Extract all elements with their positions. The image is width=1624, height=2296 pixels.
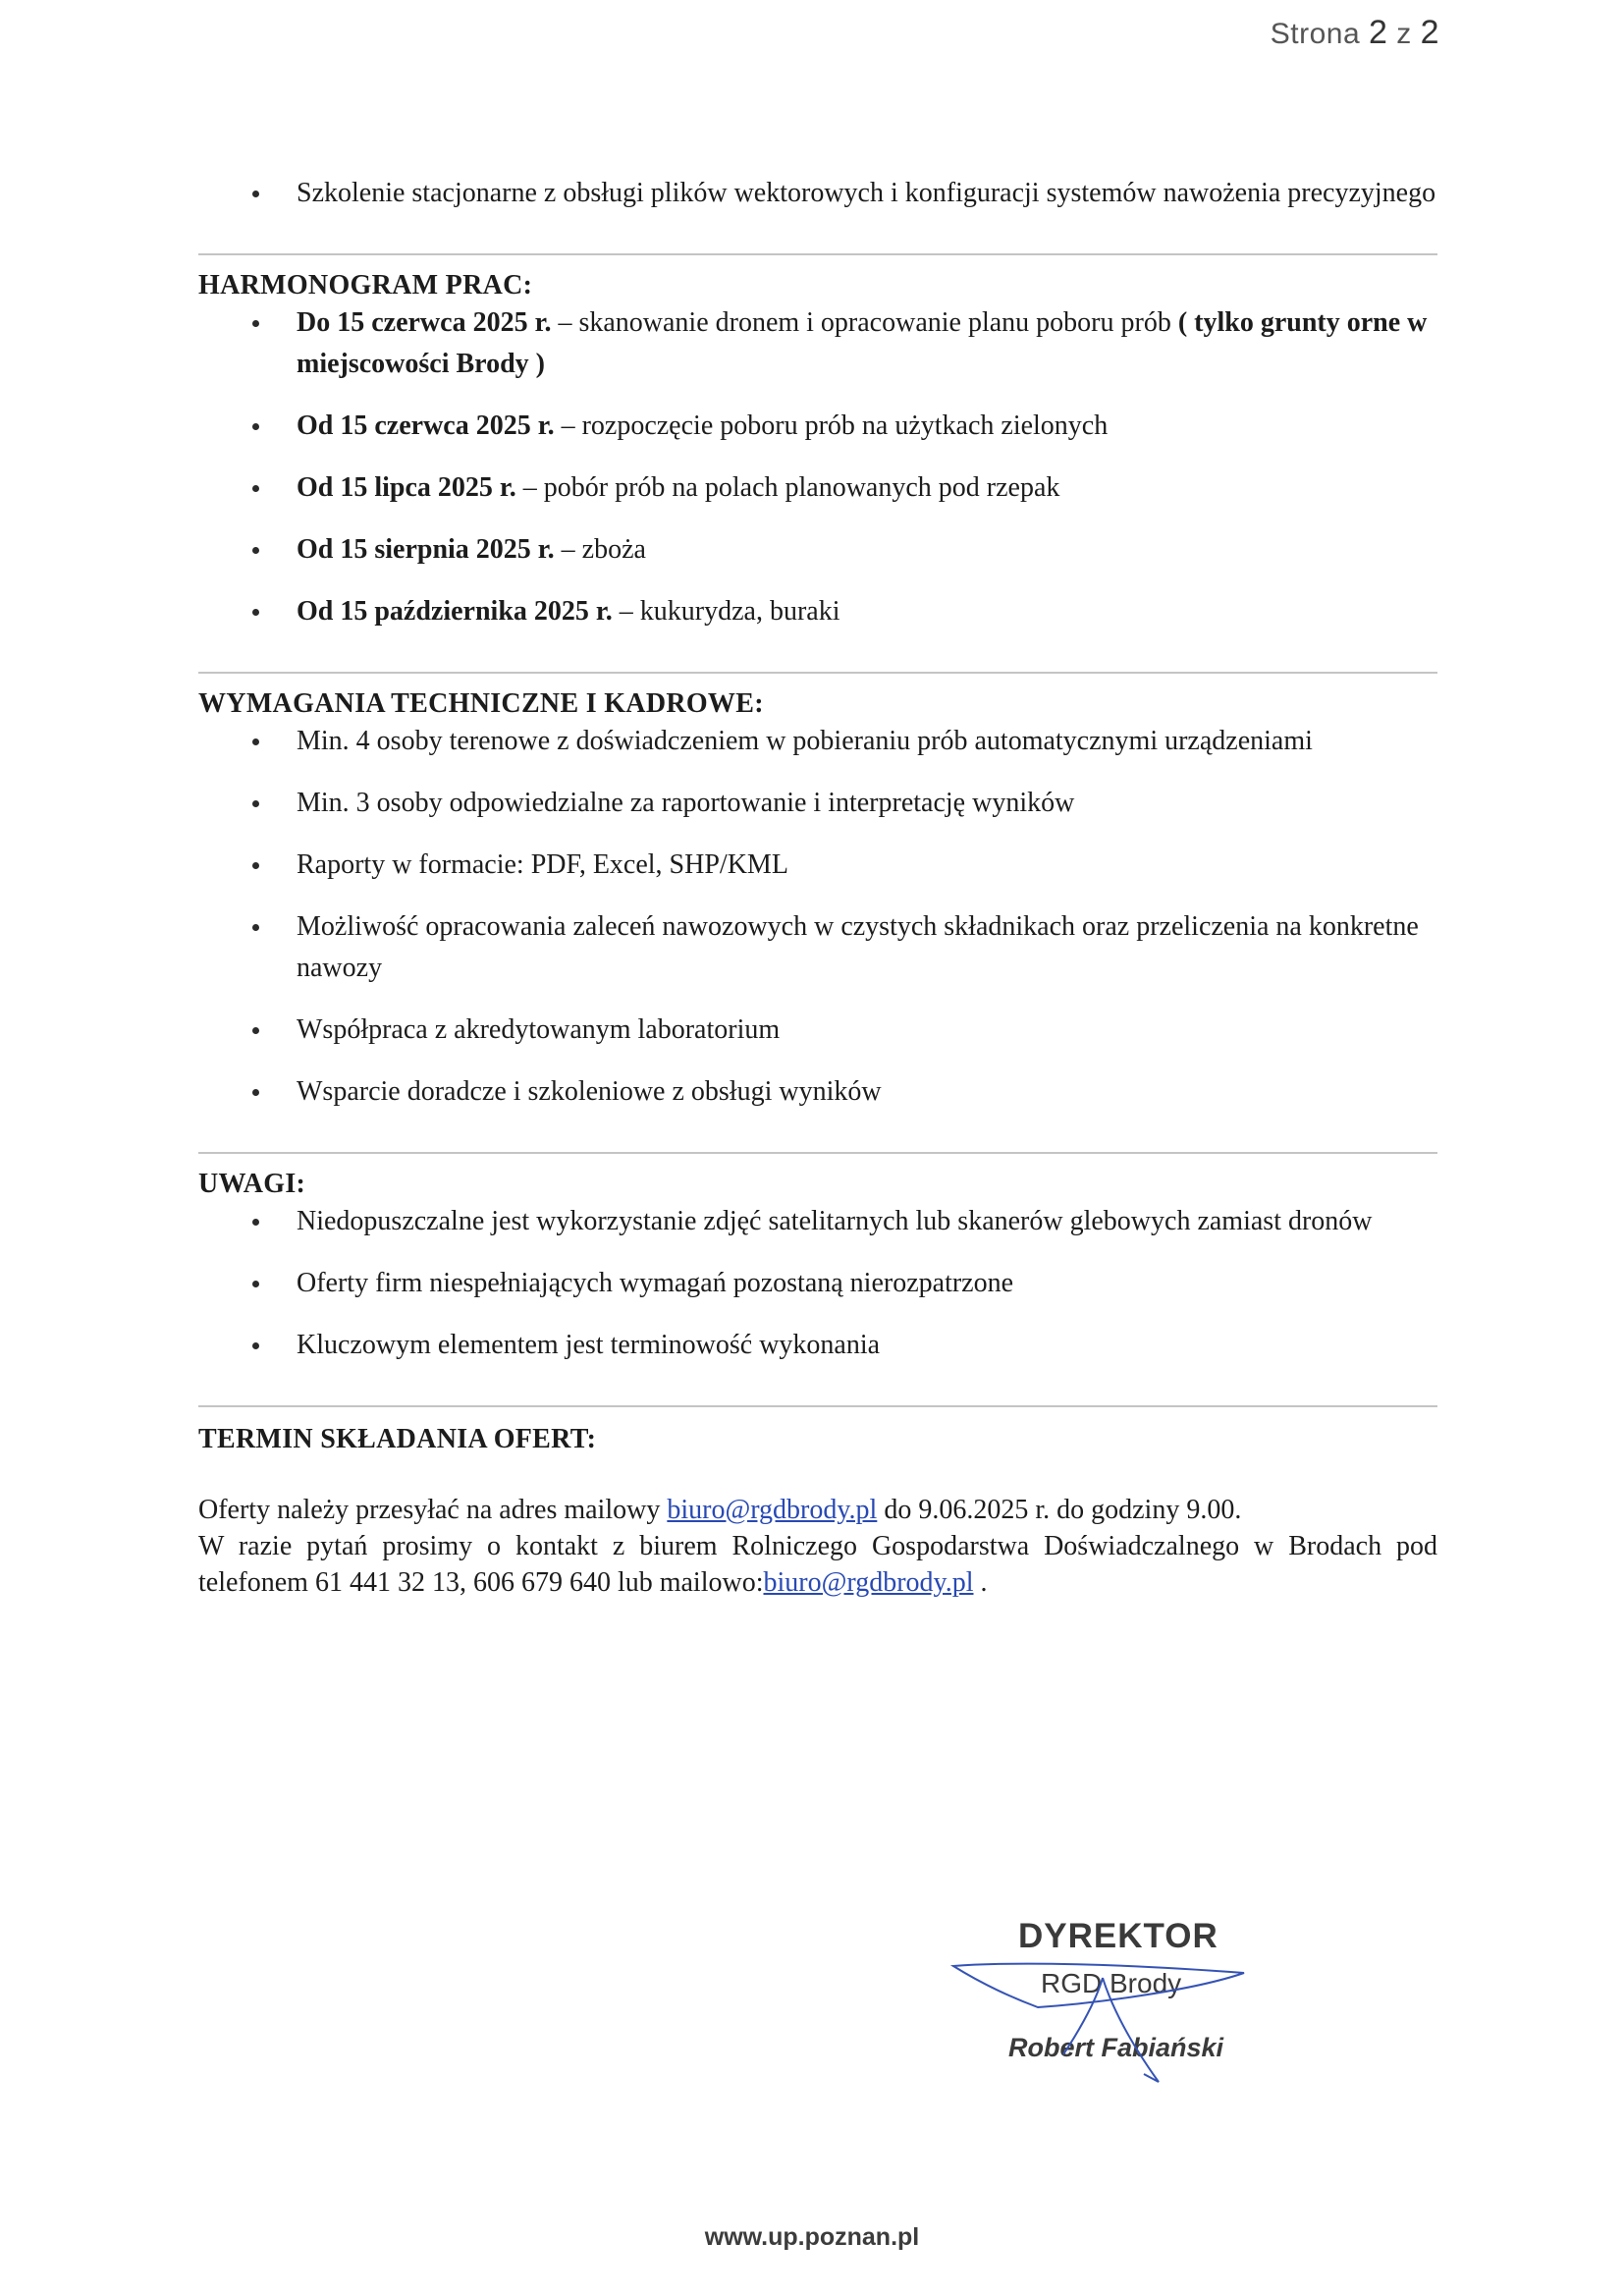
divider [198, 672, 1437, 674]
deadline-heading: TERMIN SKŁADANIA OFERT: [198, 1424, 597, 1454]
notes-heading: UWAGI: [198, 1169, 306, 1199]
footer-url: www.up.poznan.pl [704, 2223, 920, 2251]
requirement-item: Współpraca z akredytowanym laboratorium [198, 1010, 1437, 1051]
requirement-item: Wsparcie doradcze i szkoleniowe z obsługi wyników [198, 1071, 1437, 1113]
stamp-org: RGD Brody [1041, 1968, 1182, 1998]
schedule-list [198, 302, 1437, 632]
schedule-item: Do 15 czerwca 2025 r. – skanowanie dronem i opracowanie planu poboru prób ( tylko grunty orne w miejscowości Brody ) [198, 302, 1437, 385]
requirement-item: Raporty w formacie: PDF, Excel, SHP/KML [198, 845, 1437, 886]
intro-list [198, 173, 1437, 214]
page-number: Strona 2 z 2 [1270, 14, 1439, 51]
requirement-item: Min. 4 osoby terenowe z doświadczeniem w pobieraniu prób automatycznymi urządzeniami [198, 721, 1437, 762]
stamp-name: Robert Fabiański [1008, 2033, 1224, 2062]
requirement-item: Możliwość opracowania zaleceń nawozowych w czystych składnikach oraz przeliczenia na konkretne nawozy [198, 906, 1437, 989]
signature-icon [947, 1917, 1262, 2104]
divider [198, 253, 1437, 255]
deadline-paragraph: Oferty należy przesyłać na adres mailowy biuro@rgdbrody.pl do 9.06.2025 r. do godziny 9.00. [198, 1495, 1242, 1525]
notes-list [198, 1201, 1437, 1366]
requirement-item: Min. 3 osoby odpowiedzialne za raportowanie i interpretację wyników [198, 783, 1437, 824]
email-link-2[interactable]: biuro@rgdbrody.pl [763, 1567, 974, 1598]
email-link[interactable]: biuro@rgdbrody.pl [667, 1495, 878, 1525]
requirements-heading: WYMAGANIA TECHNICZNE I KADROWE: [198, 688, 764, 719]
divider [198, 1405, 1437, 1407]
schedule-item: Od 15 października 2025 r. – kukurydza, buraki [198, 591, 1437, 632]
schedule-item: Od 15 lipca 2025 r. – pobór prób na polach planowanych pod rzepak [198, 467, 1437, 509]
schedule-item: Od 15 czerwca 2025 r. – rozpoczęcie poboru prób na użytkach zielonych [198, 406, 1437, 447]
note-item: Oferty firm niespełniających wymagań pozostaną nierozpatrzone [198, 1263, 1437, 1304]
schedule-item: Od 15 sierpnia 2025 r. – zboża [198, 529, 1437, 571]
divider [198, 1152, 1437, 1154]
director-stamp [947, 1917, 1262, 2104]
requirements-list [198, 721, 1437, 1113]
list-item: Szkolenie stacjonarne z obsługi plików wektorowych i konfiguracji systemów nawożenia precyzyjnego [198, 173, 1437, 214]
schedule-heading: HARMONOGRAM PRAC: [198, 270, 533, 301]
note-item: Kluczowym elementem jest terminowość wykonania [198, 1325, 1437, 1366]
content [198, 173, 1437, 1601]
note-item: Niedopuszczalne jest wykorzystanie zdjęć satelitarnych lub skanerów glebowych zamiast dronów [198, 1201, 1437, 1242]
stamp-title: DYREKTOR [1018, 1917, 1218, 1955]
contact-paragraph: W razie pytań prosimy o kontakt z biurem Rolniczego Gospodarstwa Doświadczalnego w Brodach pod telefonem 61 441 32 13, 606 679 640 lub mailowo:biuro@rgdbrody.pl . [198, 1531, 1437, 1598]
